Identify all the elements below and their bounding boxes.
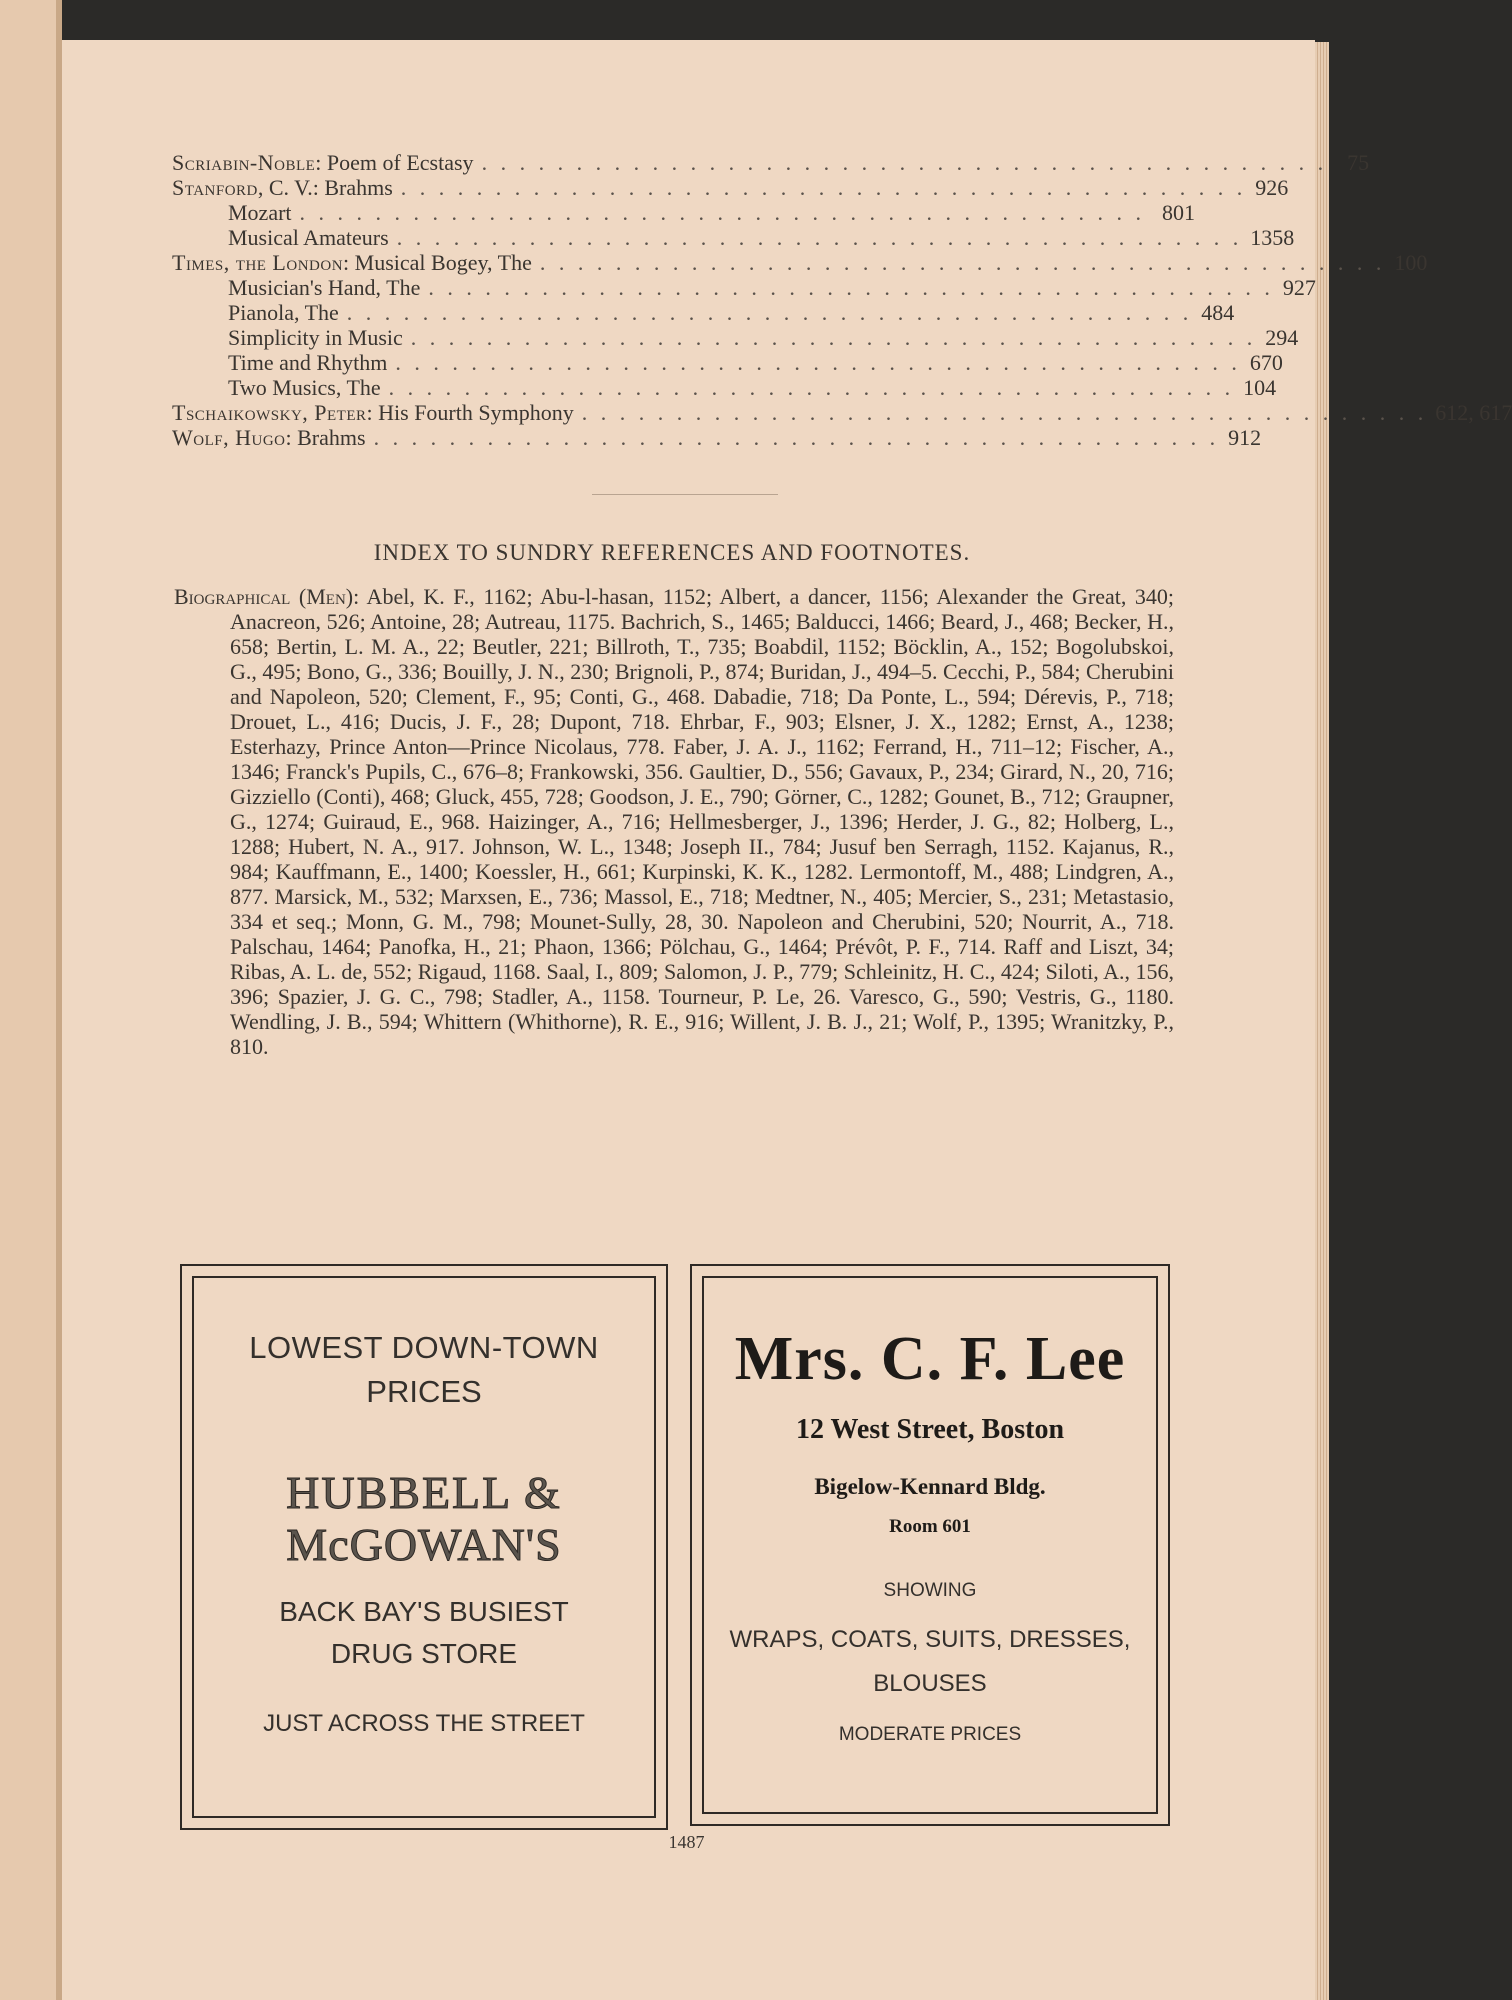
index-page: 912 [1228, 425, 1262, 450]
index-page: 75 [1347, 150, 1370, 175]
index-page: 104 [1243, 375, 1277, 400]
index-row [172, 425, 1262, 450]
index-author: Times, the London [172, 250, 344, 275]
title-index [172, 150, 1512, 450]
ad-location: JUST ACROSS THE STREET [263, 1710, 585, 1737]
leader-dots: . . . . . . . . . . . . . . . . . . . . . . . . . . . . . . . . . . . . . . . . . . . . . [581, 400, 1428, 425]
index-page: 927 [1282, 275, 1316, 300]
index-row [172, 200, 1195, 225]
index-title: : Musical Bogey, The [343, 250, 532, 275]
advertisement-mrs-lee [690, 1264, 1170, 1826]
index-title: Mozart [228, 200, 292, 225]
index-row [172, 175, 1289, 200]
index-title: Musician's Hand, The [228, 275, 421, 300]
index-page: 670 [1249, 350, 1283, 375]
section-divider [592, 494, 778, 495]
ad-items-2: BLOUSES [873, 1670, 987, 1697]
leader-dots: . . . . . . . . . . . . . . . . . . . . . . . . . . . . . . . . . . . . . . . . . . . . . [481, 150, 1328, 175]
index-author: Stanford [172, 175, 258, 200]
entry-lead: Biographical (Men) [174, 584, 354, 609]
index-author: Tschaikowsky, Peter [172, 400, 367, 425]
index-title: Time and Rhythm [228, 350, 388, 375]
index-row [172, 250, 1428, 275]
index-row [172, 400, 1512, 425]
index-row [172, 375, 1277, 400]
index-page: 484 [1201, 300, 1235, 325]
index-row [172, 275, 1316, 300]
ad-building: Bigelow-Kennard Bldg. [814, 1474, 1046, 1499]
section-heading: INDEX TO SUNDRY REFERENCES AND FOOTNOTES. [373, 540, 971, 565]
ad-prices: MODERATE PRICES [838, 1724, 1022, 1745]
leader-dots: . . . . . . . . . . . . . . . . . . . . . . . . . . . . . . . . . . . . . . . . . . . . . [346, 300, 1193, 325]
index-author: Wolf, Hugo [172, 425, 286, 450]
leader-dots: . . . . . . . . . . . . . . . . . . . . . . . . . . . . . . . . . . . . . . . . . . . . . [428, 275, 1274, 300]
leader-dots: . . . . . . . . . . . . . . . . . . . . . . . . . . . . . . . . . . . . . . . . . . . . . [373, 425, 1220, 450]
ad-room: Room 601 [889, 1516, 971, 1537]
index-title: : His Fourth Symphony [366, 400, 574, 425]
index-page: 612, 617 [1435, 400, 1512, 425]
index-page: 100 [1394, 250, 1428, 275]
index-page: 801 [1162, 200, 1195, 225]
advertisement-hubbell-mcgowan [180, 1264, 668, 1830]
ad-items: WRAPS, COATS, SUITS, DRESSES, [729, 1626, 1131, 1653]
index-page: 294 [1265, 325, 1299, 350]
ad-tagline: LOWEST DOWN-TOWN [249, 1330, 599, 1365]
index-row [172, 350, 1283, 375]
ad-address: 12 West Street, Boston [795, 1414, 1065, 1445]
biographical-entry [174, 584, 1174, 1059]
index-title: , C. V.: Brahms [257, 175, 393, 200]
ad-store-name-2: McGOWAN'S [286, 1519, 562, 1570]
leader-dots: . . . . . . . . . . . . . . . . . . . . . . . . . . . . . . . . . . . . . . . . . . . . . [395, 350, 1241, 375]
ad-proprietor-name: Mrs. C. F. Lee [734, 1325, 1126, 1393]
facing-page-edge [0, 0, 60, 2000]
index-author: Scriabin-Noble [172, 150, 316, 175]
leader-dots: . . . . . . . . . . . . . . . . . . . . . . . . . . . . . . . . . . . . . . . . . . . . . [539, 250, 1386, 275]
index-title: Simplicity in Music [228, 325, 403, 350]
leader-dots: . . . . . . . . . . . . . . . . . . . . . . . . . . . . . . . . . . . . . . . . . . . . . [388, 375, 1235, 400]
biographical-index [174, 584, 1174, 1059]
index-page: 1358 [1250, 225, 1295, 250]
ad-slogan: BACK BAY'S BUSIEST [279, 1596, 569, 1627]
index-title: Musical Amateurs [228, 225, 389, 250]
index-title: Pianola, The [228, 300, 339, 325]
ad-tagline-2: PRICES [366, 1374, 482, 1409]
index-row [172, 300, 1235, 325]
page-number: 1487 [668, 1832, 705, 1852]
index-title: : Poem of Ecstasy [315, 150, 474, 175]
leader-dots: . . . . . . . . . . . . . . . . . . . . . . . . . . . . . . . . . . . . . . . . . . . . . [299, 200, 1146, 225]
index-title: Two Musics, The [228, 375, 381, 400]
ad-store-name: HUBBELL & [286, 1467, 562, 1518]
page-stack-edge [1315, 42, 1329, 2000]
index-row [172, 150, 1370, 175]
ad-showing: SHOWING [883, 1580, 977, 1601]
entry-body: : Abel, K. F., 1162; Abu-l-hasan, 1152; Albert, a dancer, 1156; Alexander the Great, 340; Anacreon, 526; Antoine, 28; Autreau, 1175. Bachrich, S., 1465; Balducci, 1466; Beard, J., 468; Becker, H., 658; Bertin, L. M. A., 22; Beutler, 221; Billroth, T., 735; Boabdil, 1152; Böcklin, A., 152; Bogolubskoi, G., 495; Bono, G., 336; Bouilly, J. N., 230; Brignoli, P., 874; Buridan, J., 494–5. Cecchi, P., 584; Cherubini and Napoleon, 520; Clement, F., 95; Conti, G., 468. Dabadie, 718; Da Ponte, L., 594; Dérevis, P., 718; Drouet, L., 416; Ducis, J. F., 28; Dupont, 718. Ehrbar, F., 903; Elsner, J. X., 1282; Ernst, A., 1238; Esterhazy, Prince Anton—Prince Nicolaus, 778. Faber, J. A. J., 1162; Ferrand, H., 711–12; Fischer, A., 1346; Franck's Pupils, C., 676–8; Frankowski, 356. Gaultier, D., 556; Gavaux, P., 234; Girard, N., 20, 716; Gizziello (Conti), 468; Gluck, 455, 728; Goodson, J. E., 790; Görner, C., 1282; Gounet, B., 712; Graupner, G., 1274; Guiraud, E., 968. Haizinger, A., 716; Hellmesberger, J., 1396; Herder, J. G., 82; Holberg, L., 1288; Hubert, N. A., 917. Johnson, W. L., 1348; Joseph II., 784; Jusuf ben Serragh, 1152. Kajanus, R., 984; Kauffmann, E., 1400; Koessler, H., 661; Kurpinski, K. K., 1282. Lermontoff, M., 488; Lindgren, A., 877. Marsick, M., 532; Marxsen, E., 736; Massol, E., 718; Medtner, N., 405; Mercier, S., 231; Metastasio, 334 et seq.; Monn, G. M., 798; Mounet-Sully, 28, 30. Napoleon and Cherubini, 520; Nourrit, A., 718. Palschau, 1464; Panofka, H., 21; Phaon, 1366; Pölchau, G., 1464; Prévôt, P. F., 714. Raff and Liszt, 34; Ribas, A. L. de, 552; Rigaud, 1168. Saal, I., 809; Salomon, J. P., 779; Schleinitz, H. C., 424; Siloti, A., 156, 396; Spazier, J. G. C., 798; Stadler, A., 1158. Tourneur, P. Le, 26. Varesco, G., 590; Vestris, G., 1180. Wendling, J. B., 594; Whittern (Whithorne), R. E., 916; Willent, J. B. J., 21; Wolf, P., 1395; Wranitzky, P., 810. [230, 584, 1174, 1059]
leader-dots: . . . . . . . . . . . . . . . . . . . . . . . . . . . . . . . . . . . . . . . . . . . . . [400, 175, 1247, 200]
index-title: : Brahms [285, 425, 366, 450]
leader-dots: . . . . . . . . . . . . . . . . . . . . . . . . . . . . . . . . . . . . . . . . . . . . . [410, 325, 1257, 350]
leader-dots: . . . . . . . . . . . . . . . . . . . . . . . . . . . . . . . . . . . . . . . . . . . . . [396, 225, 1243, 250]
ad-slogan-2: DRUG STORE [330, 1638, 518, 1669]
index-row [172, 325, 1299, 350]
index-row [172, 225, 1295, 250]
index-page: 926 [1255, 175, 1289, 200]
